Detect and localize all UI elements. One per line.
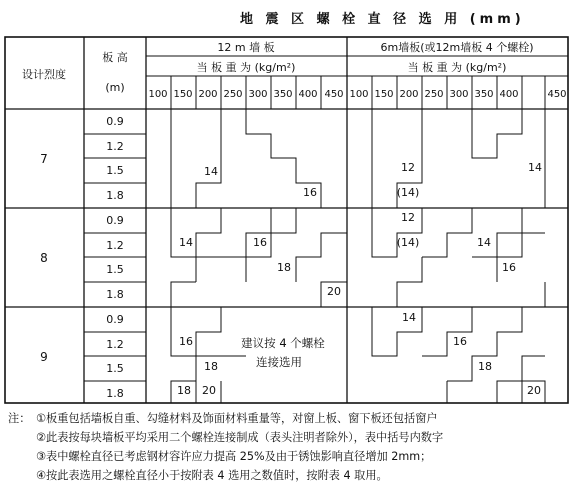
bolt-diameter-value: 14 xyxy=(204,165,218,178)
bolt-diameter-value: 14 xyxy=(528,161,542,174)
note-line xyxy=(8,466,573,485)
weight-label: 350 xyxy=(273,89,293,100)
bolt-diameter-value: 20 xyxy=(202,384,216,397)
weight-label: 250 xyxy=(223,89,243,100)
notes-label: 注： xyxy=(8,412,31,425)
note-text: ②此表按每块墙板平均采用二个螺栓连接制成（表头注明者除外），表中括号内数字 xyxy=(36,431,444,444)
header-weight-12m: 当 板 重 为 (kg/m²) xyxy=(196,61,296,74)
four-bolt-note-line1: 建议按 4 个螺栓 xyxy=(241,336,325,350)
table-notes xyxy=(8,409,573,485)
bolt-diameter-values xyxy=(177,161,542,397)
weight-label: 300 xyxy=(449,89,469,100)
height-label: 1.8 xyxy=(106,288,124,301)
height-label: 1.8 xyxy=(106,189,124,202)
height-label: 1.5 xyxy=(106,263,124,276)
header-board-height: 板 高 xyxy=(102,51,128,64)
weight-label: 400 xyxy=(499,89,519,100)
bolt-diameter-value: 14 xyxy=(402,311,416,324)
bolt-diameter-value: 16 xyxy=(502,261,516,274)
bolt-diameter-value: 16 xyxy=(179,335,193,348)
bolt-diameter-value: 16 xyxy=(453,335,467,348)
four-bolt-note-line2: 连接选用 xyxy=(256,355,302,369)
intensity-label: 8 xyxy=(40,251,48,265)
intensity-label: 9 xyxy=(40,350,48,364)
intensity-label: 7 xyxy=(40,152,48,166)
height-label: 1.5 xyxy=(106,164,124,177)
header-group-6m: 6m墙板(或12m墙板 4 个螺栓) xyxy=(380,41,534,54)
weight-label: 250 xyxy=(424,89,444,100)
bolt-diameter-value: 18 xyxy=(277,261,291,274)
height-label: 1.5 xyxy=(106,362,124,375)
height-label: 1.8 xyxy=(106,387,124,400)
weight-label: 450 xyxy=(547,89,567,100)
bolt-diameter-value: 14 xyxy=(477,236,491,249)
weight-label: 200 xyxy=(198,89,218,100)
note-line xyxy=(8,409,573,428)
height-label: 0.9 xyxy=(106,214,124,227)
bolt-diameter-value: 12 xyxy=(401,211,415,224)
header-group-12m: 12 m 墙 板 xyxy=(217,41,275,54)
bolt-diameter-value: (14) xyxy=(396,186,420,199)
weight-label: 350 xyxy=(474,89,494,100)
note-text: ③表中螺栓直径已考虑钢材容许应力提高 25%及由于锈蚀影响直径增加 2mm； xyxy=(36,450,432,463)
height-label: 1.2 xyxy=(106,239,124,252)
height-label: 0.9 xyxy=(106,313,124,326)
bolt-diameter-value: 18 xyxy=(478,360,492,373)
header-weight-6m: 当 板 重 为 (kg/m²) xyxy=(407,61,507,74)
height-label: 1.2 xyxy=(106,140,124,153)
bolt-diameter-value: 16 xyxy=(303,186,317,199)
weight-label: 150 xyxy=(173,89,193,100)
weight-label: 150 xyxy=(374,89,394,100)
intensity-labels xyxy=(40,152,48,364)
bolt-diameter-value: 18 xyxy=(177,384,191,397)
weight-labels-6m xyxy=(349,89,566,100)
weight-label: 100 xyxy=(349,89,369,100)
weight-label: 300 xyxy=(248,89,268,100)
weight-label: 400 xyxy=(298,89,318,100)
bolt-diameter-value: 14 xyxy=(179,236,193,249)
note-text: ④按此表选用之螺栓直径小于按附表 4 选用之数值时，按附表 4 取用。 xyxy=(36,469,388,482)
note-line xyxy=(8,447,573,466)
bolt-diameter-value: 20 xyxy=(327,285,341,298)
header-board-height-unit: (m) xyxy=(105,81,125,94)
height-label: 1.2 xyxy=(106,338,124,351)
note-text: ①板重包括墙板自重、勾缝材料及饰面材料重量等，对窗上板、窗下板还包括窗户 xyxy=(36,412,438,425)
weight-label: 200 xyxy=(399,89,419,100)
weight-label: 450 xyxy=(324,89,344,100)
bolt-diameter-value: (14) xyxy=(396,236,420,249)
bolt-diameter-value: 20 xyxy=(527,384,541,397)
table-title: 地 震 区 螺 栓 直 径 选 用 (mm) xyxy=(240,12,525,27)
staircase-lines xyxy=(171,109,545,403)
weight-label: 100 xyxy=(148,89,168,100)
bolt-diameter-value: 16 xyxy=(253,236,267,249)
height-label: 0.9 xyxy=(106,115,124,128)
header-intensity: 设计烈度 xyxy=(22,68,66,81)
bolt-diameter-value: 12 xyxy=(401,161,415,174)
note-line xyxy=(8,428,573,447)
bolt-diameter-value: 18 xyxy=(204,360,218,373)
